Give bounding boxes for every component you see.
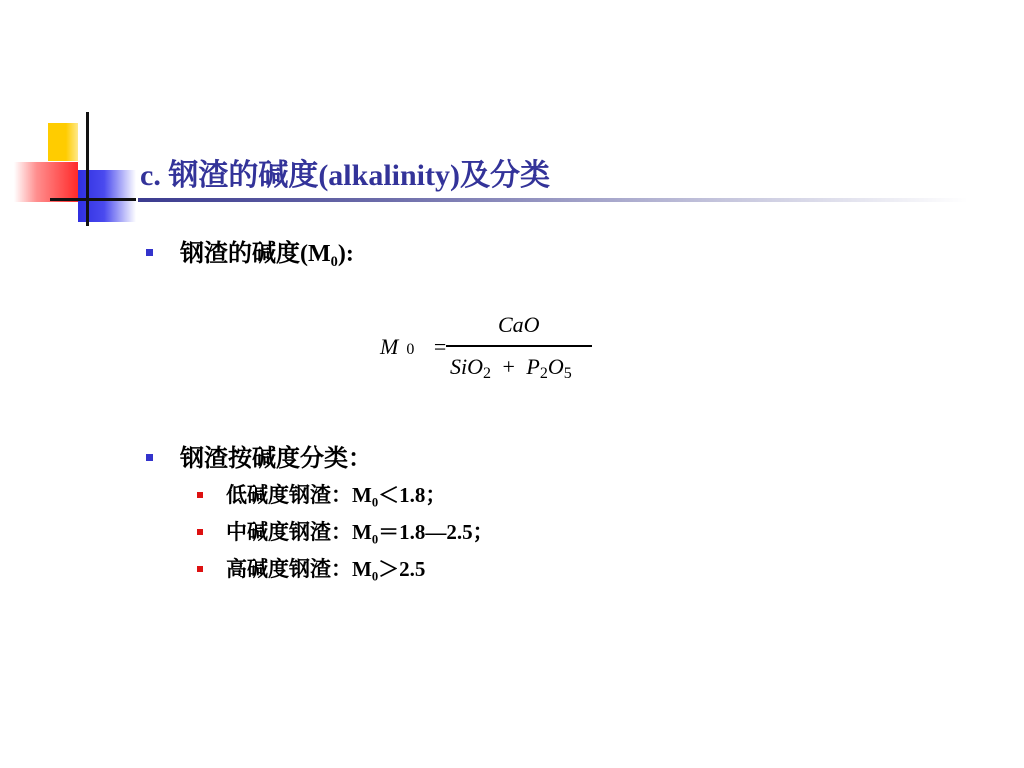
text-fragment: ＝1.8—2.5； [378,520,494,544]
subscript: 0 [330,254,338,271]
formula-sio: SiO [450,354,483,379]
formula-var-m: M [380,334,399,359]
formula-fraction-bar [446,345,592,347]
decor-yellow-square [48,123,78,161]
text-fragment: ＜1.8； [378,483,447,507]
decor-red-square [14,162,78,202]
list-item-low [226,479,446,509]
bullet-square [146,249,153,256]
bullet-text-classification: 钢渣按碱度分类： [180,446,372,472]
decor-vertical-line [86,112,89,226]
sub-bullet-square [197,566,203,572]
decor-horizontal-line [50,198,136,201]
formula-lhs [380,334,446,360]
bullet-text-alkalinity [180,233,354,271]
text-fragment: 低碱度钢渣：M [226,483,372,507]
text-fragment: 高碱度钢渣：M [226,557,372,581]
formula-o: O [547,354,564,379]
formula-plus: + [502,354,515,379]
text-fragment: 中碱度钢渣：M [226,520,372,544]
formula-p-sub: 2 [539,365,548,382]
formula-sio-sub: 2 [483,365,491,382]
slide-title: c. 钢渣的碱度(alkalinity)及分类 [140,159,550,192]
formula-p: P [526,354,540,379]
formula-o-sub: 5 [563,365,572,382]
subscript: 0 [371,532,379,547]
subscript: 0 [371,495,379,510]
title-underline [138,198,968,202]
text-fragment: 钢渣的碱度(M [180,241,331,267]
formula-denominator [450,354,572,383]
sub-bullet-square [197,492,203,498]
list-item-high [226,553,425,583]
list-item-medium [226,516,494,546]
sub-bullet-square [197,529,203,535]
text-fragment: ): [337,241,354,267]
formula-numerator: CaO [498,312,540,337]
formula-var-m-sub: 0 [406,341,415,358]
alkalinity-formula [380,308,620,398]
text-fragment: ＞2.5 [378,557,426,581]
bullet-square [146,454,153,461]
formula-equals: = [433,334,447,359]
subscript: 0 [371,569,379,584]
